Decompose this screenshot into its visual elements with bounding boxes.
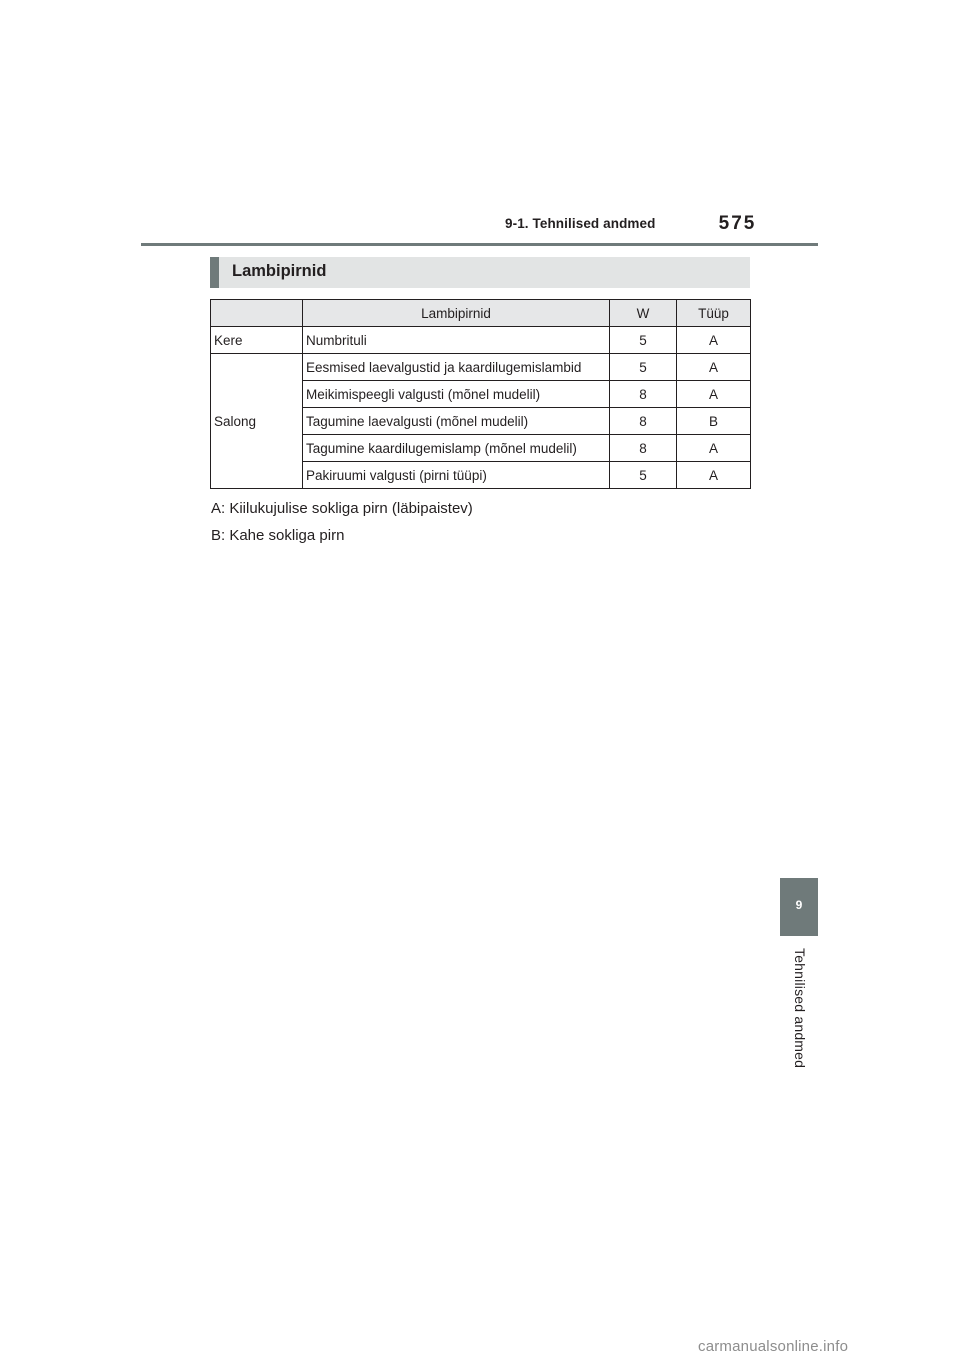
bulb-type: A xyxy=(677,462,751,489)
bulb-watts: 5 xyxy=(610,327,677,354)
bulb-name: Meikimispeegli valgusti (mõnel mudelil) xyxy=(303,381,610,408)
bulb-type: A xyxy=(677,327,751,354)
section-heading xyxy=(210,257,750,288)
note-type-b: B: Kahe sokliga pirn xyxy=(211,527,345,544)
table-row xyxy=(211,354,751,381)
bulb-table xyxy=(210,299,751,489)
bulb-watts: 5 xyxy=(610,462,677,489)
column-header-bulbs: Lambipirnid xyxy=(303,300,610,327)
bulb-name: Pakiruumi valgusti (pirni tüüpi) xyxy=(303,462,610,489)
watermark: carmanualsonline.info xyxy=(698,1338,849,1355)
group-label: Kere xyxy=(211,327,303,354)
column-header-category xyxy=(211,300,303,327)
bulb-type: B xyxy=(677,408,751,435)
bulb-type: A xyxy=(677,354,751,381)
bulb-type: A xyxy=(677,435,751,462)
table-header-row xyxy=(211,300,751,327)
bulb-name: Tagumine kaardilugemislamp (mõnel mudelil) xyxy=(303,435,610,462)
bulb-watts: 5 xyxy=(610,354,677,381)
table-row xyxy=(211,327,751,354)
bulb-name: Tagumine laevalgusti (mõnel mudelil) xyxy=(303,408,610,435)
page-number: 575 xyxy=(718,213,757,234)
note-type-a: A: Kiilukujulise sokliga pirn (läbipaistev) xyxy=(211,500,473,517)
column-header-type: Tüüp xyxy=(677,300,751,327)
section-heading-text: Lambipirnid xyxy=(232,262,327,280)
chapter-tab[interactable] xyxy=(780,878,818,936)
chapter-number: 9 xyxy=(795,898,803,912)
bulb-watts: 8 xyxy=(610,435,677,462)
bulb-watts: 8 xyxy=(610,408,677,435)
bulb-watts: 8 xyxy=(610,381,677,408)
header-section-title: 9-1. Tehnilised andmed xyxy=(505,216,656,231)
bulb-type: A xyxy=(677,381,751,408)
header-divider xyxy=(141,243,818,246)
bulb-name: Eesmised laevalgustid ja kaardilugemislambid xyxy=(303,354,610,381)
bulb-name: Numbrituli xyxy=(303,327,610,354)
group-label: Salong xyxy=(211,354,303,489)
chapter-label: Tehnilised andmed xyxy=(792,948,808,1069)
column-header-watts: W xyxy=(610,300,677,327)
